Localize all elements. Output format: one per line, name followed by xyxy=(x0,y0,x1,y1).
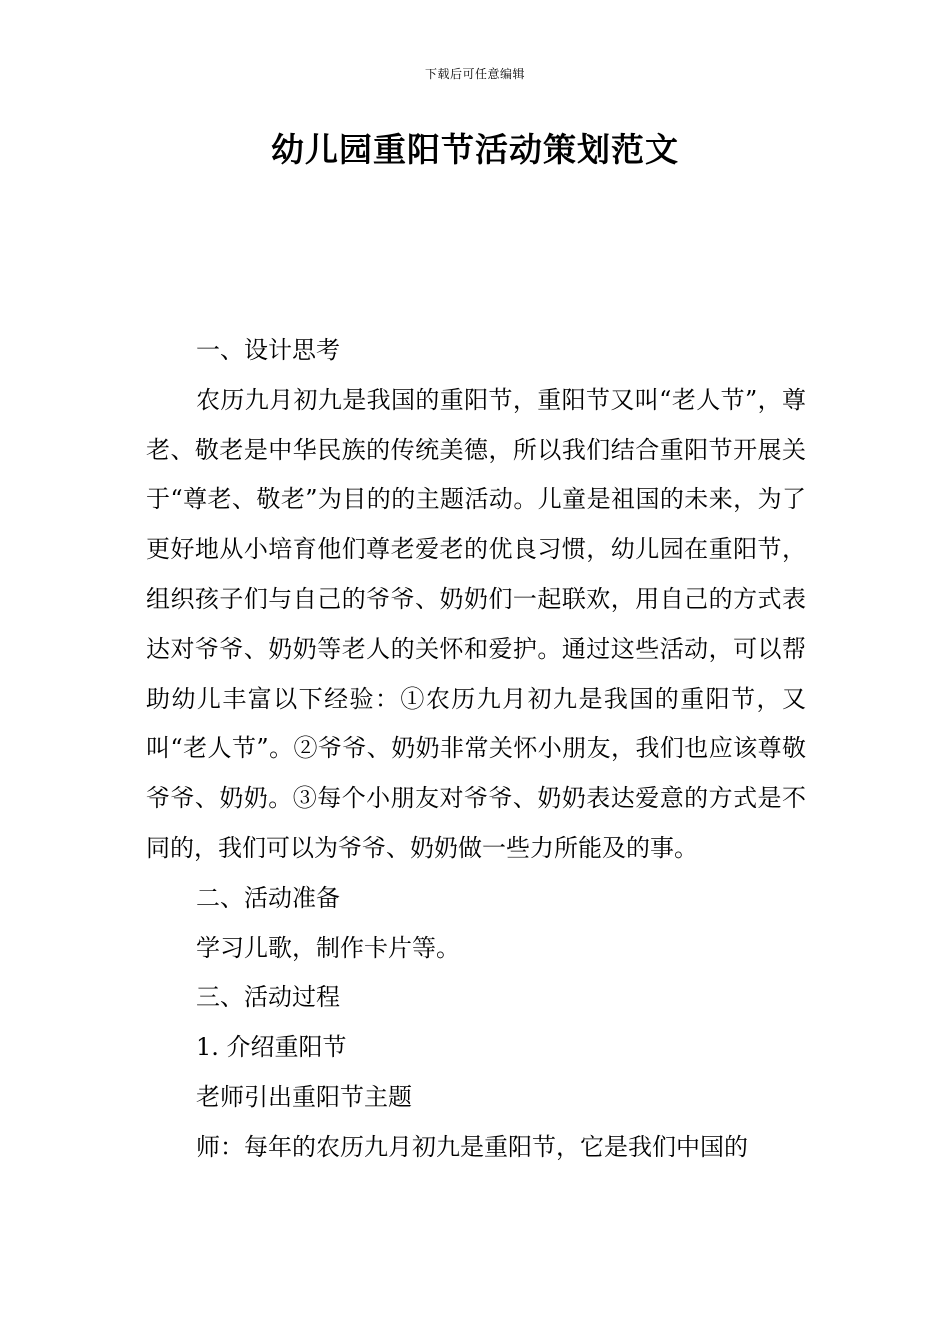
paragraph-teacher-intro: 老师引出重阳节主题 xyxy=(196,1082,412,1111)
section-heading-process: 三、活动过程 xyxy=(196,983,340,1012)
page-header-note: 下载后可任意编辑 xyxy=(424,67,525,81)
section-heading-design: 一、设计思考 xyxy=(196,336,340,364)
paragraph-teacher-speech: 师：每年的农历九月初九是重阳节，它是我们中国的 xyxy=(196,1132,748,1161)
document-body xyxy=(146,326,806,1173)
section-heading-preparation: 二、活动准备 xyxy=(196,883,340,912)
subsection-heading-intro: 1. 介绍重阳节 xyxy=(196,1033,347,1062)
paragraph-preparation-content: 学习儿歌，制作卡片等。 xyxy=(196,933,460,962)
paragraph-design-content: 农历九月初九是我国的重阳节，重阳节又叫“老人节”，尊老、敬老是中华民族的传统美德，所以我们结合重阳节开展关于“尊老、敬老”为目的的主题活动。儿童是祖国的未来，为了更好地从小培育他们尊老爱老的优良习惯，幼儿园在重阳节，组织孩子们与自己的爷爷、奶奶们一起联欢，用自己的方式表达对爷爷、奶奶等老人的关怀和爱护。通过这些活动，可以帮助幼儿丰富以下经验：①农历九月初九是我国的重阳节，又叫“老人节”。②爷爷、奶奶非常关怀小朋友，我们也应该尊敬爷爷、奶奶。③每个小朋友对爷爷、奶奶表达爱意的方式是不同的，我们可以为爷爷、奶奶做一些力所能及的事。 xyxy=(146,385,806,862)
document-title: 幼儿园重阳节活动策划范文 xyxy=(271,130,679,169)
